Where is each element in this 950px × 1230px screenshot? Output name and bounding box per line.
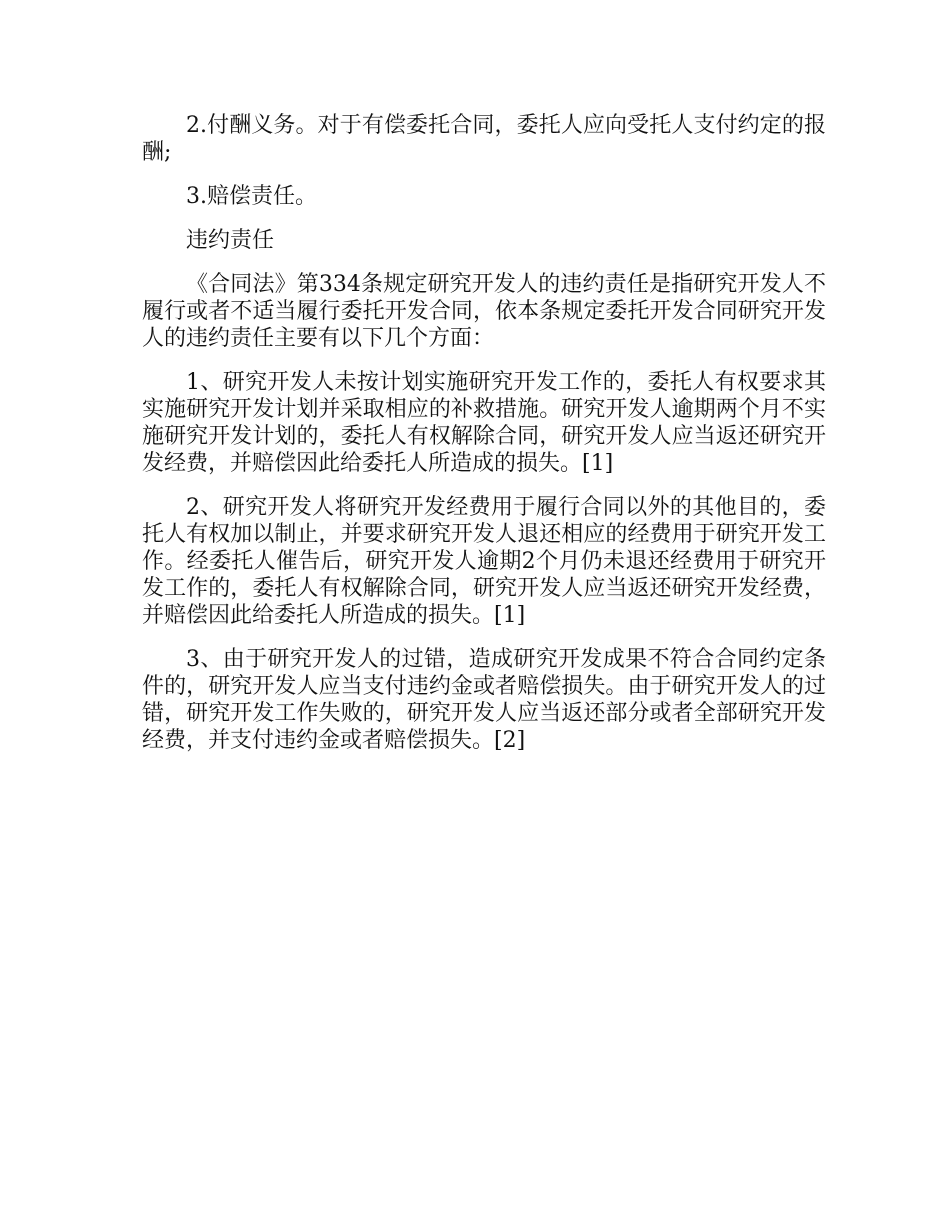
section-heading-breach-liability: 违约责任 <box>186 228 275 253</box>
paragraph-item-2: 2、研究开发人将研究开发经费用于履行合同以外的其他目的，委托人有权加以制止，并要求研究开发人退还相应的经费用于研究开发工作。经委托人催告后，研究开发人逾期2个月仍未退还经费用于研究开发工作的，委托人有权解除合同，研究开发人应当返还研究开发经费，并赔偿因此给委托人所造成的损失。[1] <box>142 495 826 628</box>
paragraph-item-1: 1、研究开发人未按计划实施研究开发工作的，委托人有权要求其实施研究开发计划并采取相应的补救措施。研究开发人逾期两个月不实施研究开发计划的，委托人有权解除合同，研究开发人应当返还研究开发经费，并赔偿因此给委托人所造成的损失。[1] <box>142 370 826 476</box>
paragraph-contract-law-334: 《合同法》第334条规定研究开发人的违约责任是指研究开发人不履行或者不适当履行委托开发合同，依本条规定委托开发合同研究开发人的违约责任主要有以下几个方面： <box>142 272 826 351</box>
paragraph-item-3: 3、由于研究开发人的过错，造成研究开发成果不符合合同约定条件的，研究开发人应当支付违约金或者赔偿损失。由于研究开发人的过错，研究开发工作失败的，研究开发人应当返还部分或者全部研究开发经费，并支付违约金或者赔偿损失。[2] <box>142 647 826 753</box>
paragraph-payment-duty: 2.付酬义务。对于有偿委托合同，委托人应向受托人支付约定的报酬; <box>142 113 826 165</box>
document-page <box>142 112 826 771</box>
paragraph-compensation-liability: 3.赔偿责任。 <box>186 184 317 209</box>
